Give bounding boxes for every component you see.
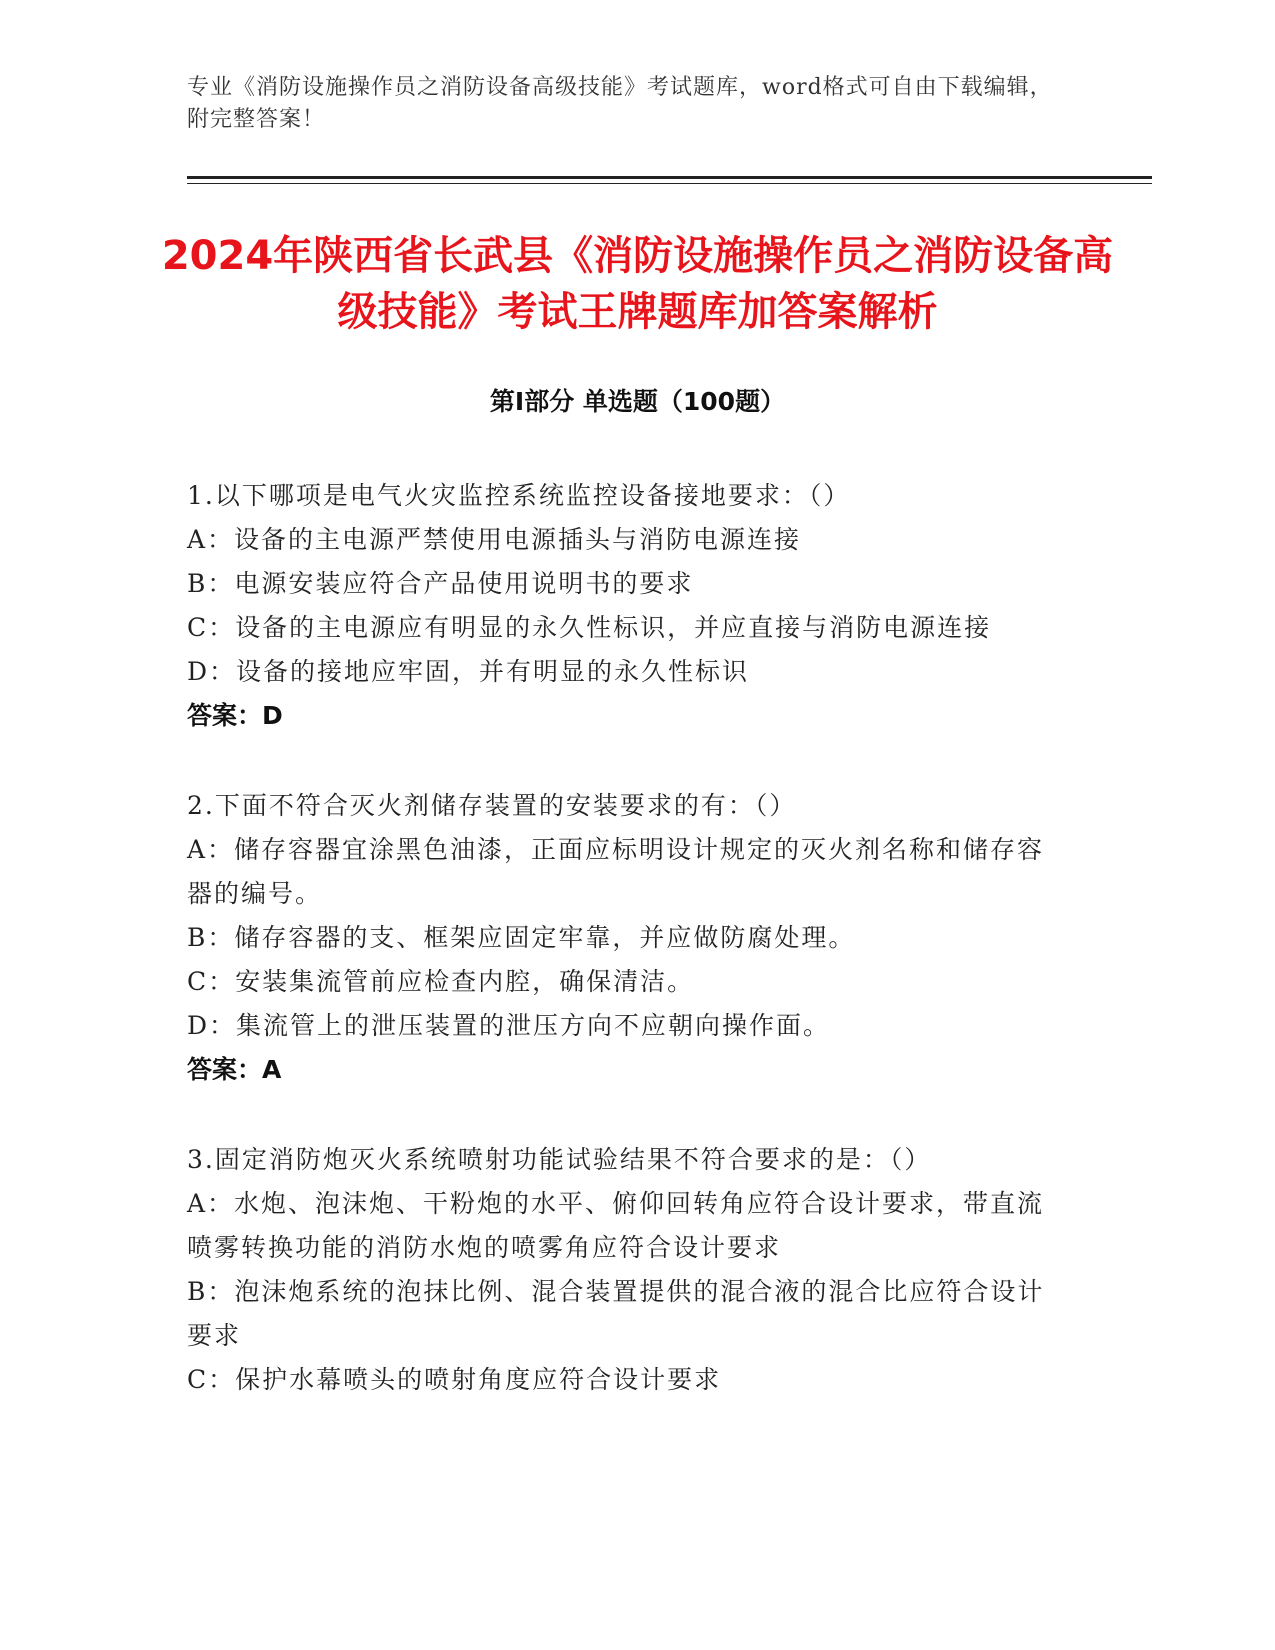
option-c: C：设备的主电源应有明显的永久性标识，并应直接与消防电源连接	[187, 613, 992, 642]
document-title: 2024年陕西省长武县《消防设施操作员之消防设备高级技能》考试王牌题库加答案解析	[161, 233, 1114, 335]
option-b: B：泡沫炮系统的泡抹比例、混合装置提供的混合液的混合比应符合设计要求	[187, 1277, 1045, 1350]
option-d: D：设备的接地应牢固，并有明显的永久性标识	[187, 657, 750, 686]
option-b: B：储存容器的支、框架应固定牢靠，并应做防腐处理。	[187, 923, 856, 952]
question-stem: 1.以下哪项是电气火灾监控系统监控设备接地要求：（）	[187, 481, 851, 510]
header-rule-thick	[187, 176, 1152, 179]
option-a: A：储存容器宜涂黑色油漆，正面应标明设计规定的灭火剂名称和储存容器的编号。	[187, 835, 1045, 908]
answer: 答案：A	[187, 1055, 282, 1084]
section-heading: 第I部分 单选题（100题）	[489, 387, 786, 416]
option-c: C：保护水幕喷头的喷射角度应符合设计要求	[187, 1365, 722, 1394]
question-2	[187, 784, 1067, 1092]
header-rule-thin	[187, 183, 1152, 184]
option-c: C：安装集流管前应检查内腔，确保清洁。	[187, 967, 695, 996]
question-list	[187, 474, 1067, 1448]
answer: 答案：D	[187, 701, 283, 730]
question-stem: 3.固定消防炮灭火系统喷射功能试验结果不符合要求的是：（）	[187, 1145, 932, 1174]
option-b: B：电源安装应符合产品使用说明书的要求	[187, 569, 694, 598]
option-d: D：集流管上的泄压装置的泄压方向不应朝向操作面。	[187, 1011, 831, 1040]
header-note: 专业《消防设施操作员之消防设备高级技能》考试题库，word格式可自由下载编辑，附完整答案！	[187, 75, 1053, 132]
option-a: A：设备的主电源严禁使用电源插头与消防电源连接	[187, 525, 802, 554]
question-1	[187, 474, 1067, 738]
question-stem: 2.下面不符合灭火剂储存装置的安装要求的有：（）	[187, 791, 797, 820]
option-a: A：水炮、泡沫炮、干粉炮的水平、俯仰回转角应符合设计要求，带直流喷雾转换功能的消防水炮的喷雾角应符合设计要求	[187, 1189, 1045, 1262]
question-3	[187, 1138, 1067, 1402]
